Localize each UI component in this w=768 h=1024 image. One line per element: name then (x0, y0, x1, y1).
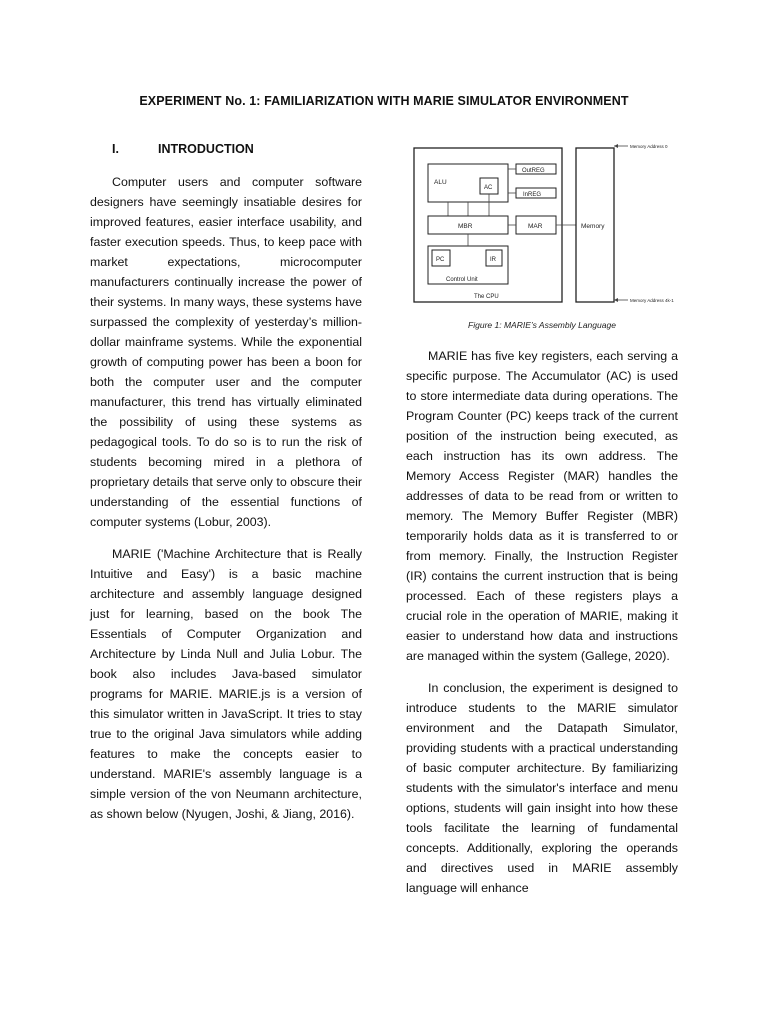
memory-address-n-label: Memory Address 4k-1 (630, 298, 674, 303)
memory-label: Memory (581, 223, 605, 230)
conclusion-paragraph: In conclusion, the experiment is designed to introduce students to the MARIE simulator environment and the Datapath Simulator, providing students with a practical understanding of basic computer architecture. By familiarizing students with the simulator's interface and menu options, students will gain insight into how these tools facilitate the learning of fundamental concepts. Additionally, exploring the operands and directives used in MARIE assembly language will enhance (406, 681, 678, 895)
section-heading (112, 142, 254, 156)
page-title: EXPERIMENT No. 1: FAMILIARIZATION WITH MARIE SIMULATOR ENVIRONMENT (139, 94, 629, 108)
section-title: INTRODUCTION (158, 142, 254, 156)
mbr-label: MBR (458, 223, 473, 230)
outreg-label: OutREG (522, 168, 545, 174)
right-column (406, 346, 678, 898)
ir-label: IR (490, 257, 496, 263)
inreg-label: InREG (523, 192, 542, 198)
ac-label: AC (484, 185, 493, 191)
mar-label: MAR (528, 223, 543, 230)
control-unit-label: Control Unit (446, 277, 478, 283)
cpu-label: The CPU (474, 294, 499, 300)
marie-architecture-diagram (408, 138, 680, 310)
alu-label: ALU (434, 179, 447, 186)
section-number: I. (112, 142, 119, 156)
left-column (90, 172, 362, 824)
intro-paragraph-2: MARIE ('Machine Architecture that is Really Intuitive and Easy') is a basic machine architecture and assembly language designed just for learning, based on the book The Essentials of Computer Organization and Architecture by Linda Null and Julia Lobur. The book also includes Java-based simulator programs for MARIE. MARIE.js is a version of this simulator written in JavaScript. It tries to stay true to the original Java simulators while adding features to make the concepts easier to understand. MARIE's assembly language is a simple version of the von Neumann architecture, as shown below (Nyugen, Joshi, & Jiang, 2016). (90, 547, 362, 821)
registers-paragraph: MARIE has five key registers, each serving a specific purpose. The Accumulator (AC) is used to store intermediate data during operations. The Program Counter (PC) keeps track of the current position of the instruction being executed, as each instruction has its own address. The Memory Access Register (MAR) handles the addresses of data to be read from or written to memory. The Memory Buffer Register (MBR) temporarily holds data as it is transferred to or from memory. Finally, the Instruction Register (IR) contains the current instruction that is being processed. Each of these registers plays a crucial role in the operation of MARIE, making it easier to understand how data and instructions are managed within the system (Gallege, 2020). (406, 349, 678, 663)
memory-address-0-label: Memory Address 0 (630, 144, 668, 149)
figure-caption: Figure 1: MARIE’s Assembly Language (468, 320, 616, 330)
intro-paragraph-1: Computer users and computer software designers have seemingly insatiable desires for improved features, easier interface usability, and faster execution speeds. Thus, to keep pace with market expectations, microcomputer manufacturers continually increase the power of their systems. In many ways, these systems have surpassed the complexity of yesterday’s million-dollar mainframe systems. While the exponential growth of computing power has been a boon for both the computer user and the computer manufacturer, this trend has virtually eliminated the possibility of using these systems as pedagogical tools. To do so is to run the risk of students becoming mired in a plethora of proprietary details that serve only to obscure their understanding of the essential functions of computer systems (Lobur, 2003). (90, 175, 363, 529)
pc-label: PC (436, 257, 445, 263)
